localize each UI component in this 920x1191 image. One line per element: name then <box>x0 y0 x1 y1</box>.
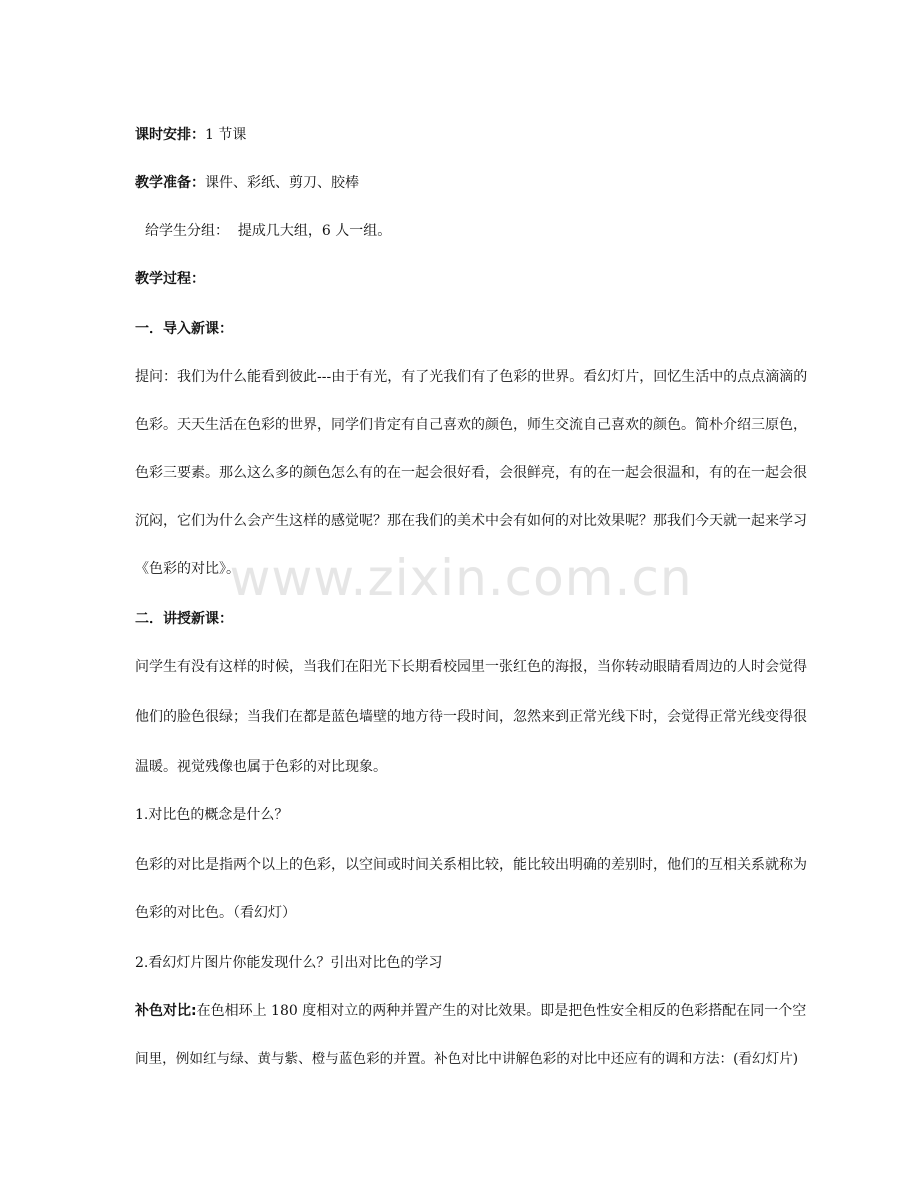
preparation-line <box>135 174 795 192</box>
question-1-answer-line: 色彩的对比色。（看幻灯） <box>135 905 296 921</box>
preparation-label: 教学准备： <box>135 175 205 191</box>
section2-paragraph-line: 他们的脸色很绿；当我们在都是蓝色墙壁的地方待一段时间，忽然来到正常光线下时，会觉得正常光线变得很 <box>135 709 807 725</box>
lesson-hours-line <box>135 126 795 144</box>
complement-contrast-line <box>135 1002 807 1020</box>
section1-heading: 一．导入新课： <box>135 321 233 337</box>
lesson-hours-value: 1 节课 <box>205 127 247 143</box>
watermark: www.zixin.com.cn <box>229 549 693 607</box>
complement-contrast-text: 在色相环上 180 度相对立的两种并置产生的对比效果。即是把色性安全相反的色彩搭配在同一个空 <box>196 1003 807 1019</box>
complement-contrast-label: 补色对比: <box>135 1003 197 1019</box>
section1-paragraph-line: 沉闷，它们为什么会产生这样的感觉呢？那在我们的美术中会有如何的对比效果呢？那我们今天就一起来学习 <box>135 513 807 529</box>
section2-heading: 二．讲授新课： <box>135 611 233 627</box>
section1-paragraph-line: 提问：我们为什么能看到彼此---由于有光，有了光我们有了色彩的世界。看幻灯片，回忆生活中的点点滴滴的 <box>135 369 808 385</box>
complement-contrast-line-2: 间里，例如红与绿、黄与紫、橙与蓝色彩的并置。补色对比中讲解色彩的对比中还应有的调和方法：(看幻灯片) <box>135 1051 799 1067</box>
question-1-answer-line: 色彩的对比是指两个以上的色彩，以空间或时间关系相比较，能比较出明确的差别时，他们的互相关系就称为 <box>135 857 807 873</box>
question-1: 1.对比色的概念是什么？ <box>135 807 289 823</box>
lesson-hours-label: 课时安排： <box>135 127 205 143</box>
section2-paragraph-line: 温暖。视觉残像也属于色彩的对比现象。 <box>135 759 387 775</box>
grouping-line: 给学生分组： 提成几大组，6 人一组。 <box>145 223 392 239</box>
section1-paragraph-line: 《色彩的对比》。 <box>135 561 240 577</box>
process-heading: 教学过程： <box>135 271 205 287</box>
section1-paragraph-line: 色彩三要素。那么这么多的颜色怎么有的在一起会很好看，会很鲜亮，有的在一起会很温和，有的在一起会很 <box>135 465 807 481</box>
question-2: 2.看幻灯片图片你能发现什么？引出对比色的学习 <box>135 955 443 971</box>
section1-paragraph-line: 色彩。天天生活在色彩的世界，同学们肯定有自己喜欢的颜色，师生交流自己喜欢的颜色。简朴介绍三原色， <box>135 417 807 433</box>
section2-paragraph-line: 问学生有没有这样的时候，当我们在阳光下长期看校园里一张红色的海报，当你转动眼睛看周边的人时会觉得 <box>135 659 807 675</box>
preparation-value: 课件、彩纸、剪刀、胶棒 <box>205 175 359 191</box>
